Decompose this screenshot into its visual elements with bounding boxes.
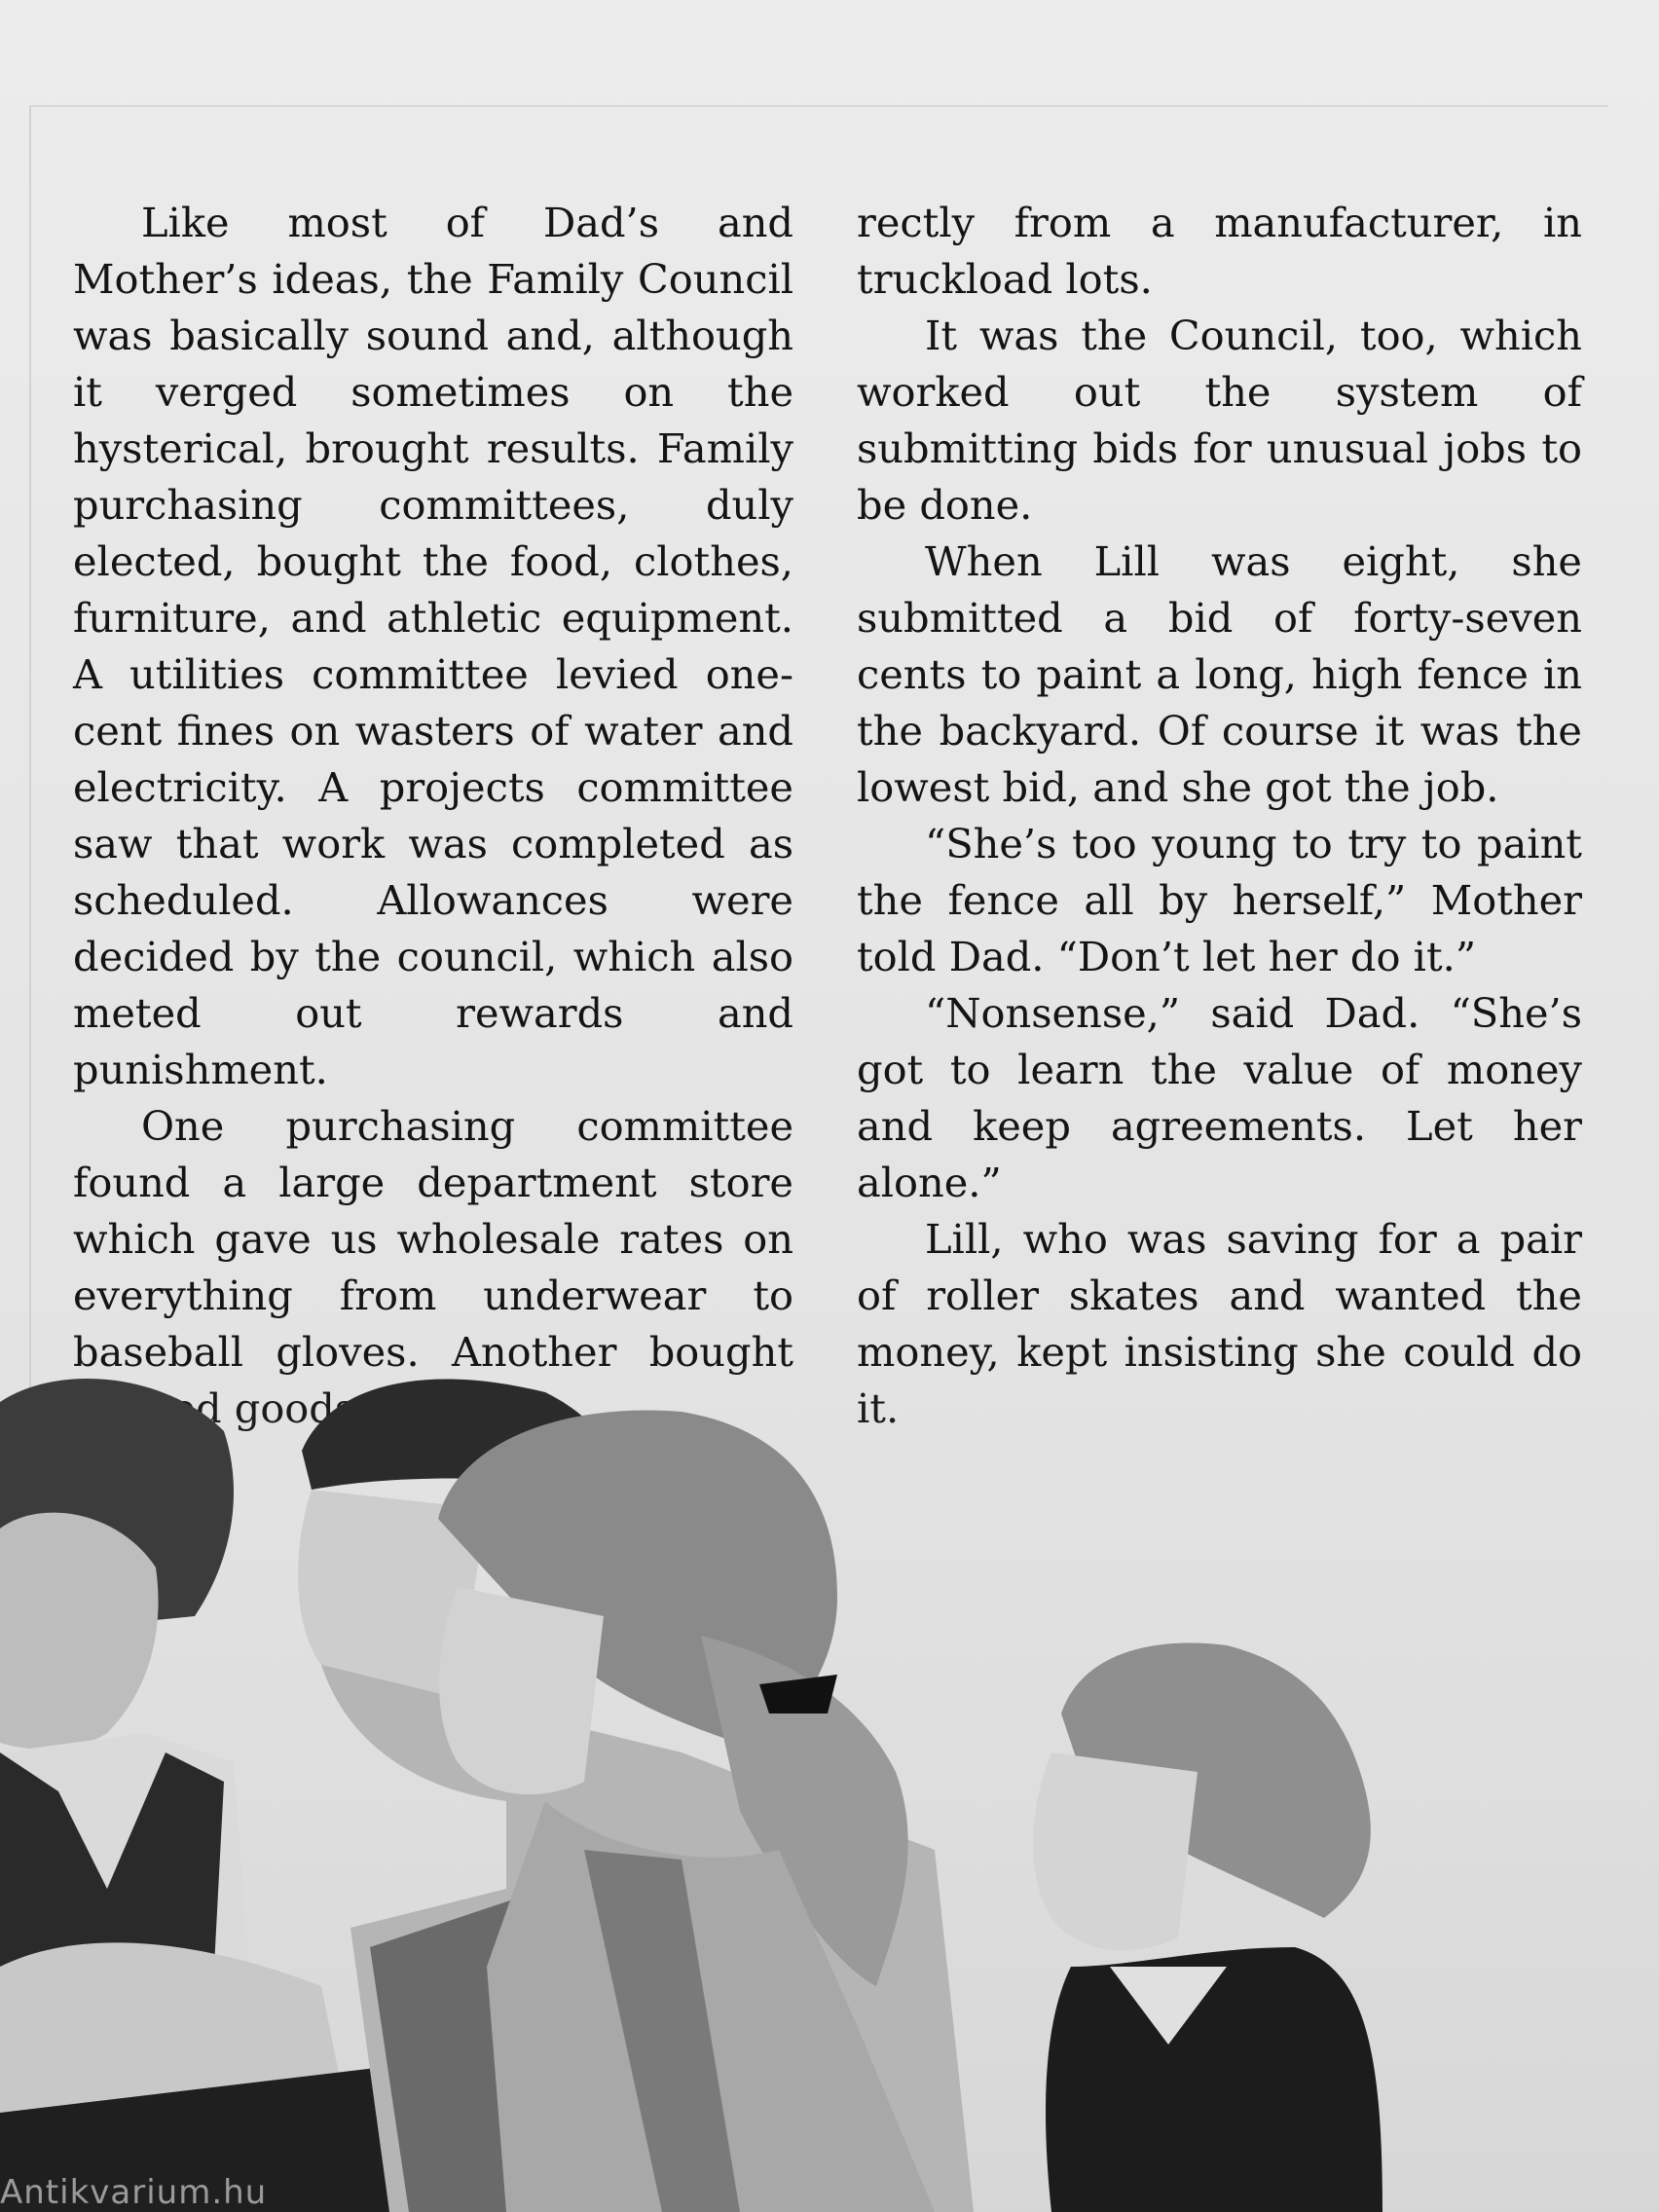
children-illustration [0, 1344, 1659, 2212]
left-text-column [73, 195, 793, 1437]
paragraph: “Nonsense,” said Dad. “She’s got to learn the value of money and keep agreements. Let her alone.” [857, 989, 1582, 1206]
paragraph: One purchasing committee found a large department store which gave us wholesale rates on everything from underwear to [73, 1102, 793, 1319]
paragraph: Like most of Dad’s and Mother’s ideas, the Family Council was basically sound and, although it verged sometimes on the hysterical, brought results. Family purchasing committees, duly elected, bought the food, clothes, furniture, and athletic equipment. A utilities committee levied one-cent fines on wasters of water and electricity. A projects committee saw that work was completed as scheduled. Allowances were decided by the council, which also meted out rewards and punishment. [73, 199, 793, 1093]
right-text-column [857, 195, 1582, 1437]
paragraph: Lill, who was saving for a pair of roller skates and wanted the [857, 1215, 1582, 1319]
paragraph: rectly from a manufacturer, in truckload lots. [857, 199, 1582, 303]
paragraph: When Lill was eight, she submitted a bid of forty-seven cents to paint a long, high fence in the backyard. Of course it was the lowest bid, and she got the job. [857, 537, 1582, 811]
paragraph: It was the Council, too, which worked out the system of submitting bids for unusual jobs to be done. [857, 312, 1582, 529]
watermark: Antikvarium.hu [0, 2173, 268, 2212]
paragraph: “She’s too young to try to paint the fence all by herself,” Mother told Dad. “Don’t let her do it.” [857, 820, 1582, 980]
